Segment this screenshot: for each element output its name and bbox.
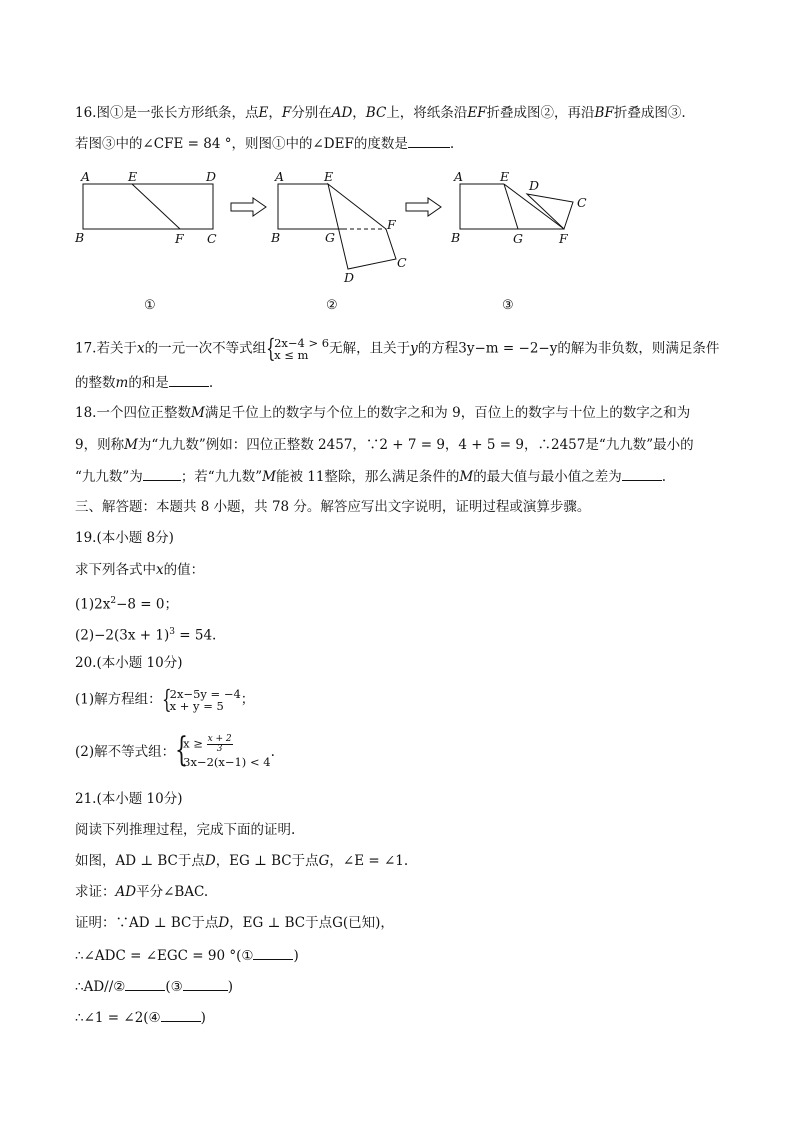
fig1-label-b: B <box>75 230 85 245</box>
q21-proof-start: 证明：∵AD ⊥ BC于点D，EG ⊥ BC于点G(已知)， <box>75 915 394 931</box>
q19-title: 19.(本小题 8分) <box>75 530 174 546</box>
q20-inequality-system: { x ≥ $\frac{x + 2}{3}$ 3x−2(x−1) < 4 <box>175 730 271 770</box>
q19-part1: $(1)2x^2-8 = 0$； <box>75 596 178 613</box>
fig1-number: ① <box>144 298 156 313</box>
brace-icon: { <box>266 334 276 363</box>
fig2-label-e: E <box>324 169 334 184</box>
fig3-label-c: C <box>577 195 587 210</box>
q21-prove: 求证：AD平分∠BAC. <box>75 884 209 900</box>
answer-blank[interactable] <box>408 134 450 148</box>
answer-blank[interactable] <box>253 946 293 960</box>
fig1-fold-line-ef <box>132 184 180 229</box>
q20-equation-system: { 2x−5y = −4 x + y = 5 <box>161 685 241 714</box>
q17-line1: 17.若关于x的一元一次不等式组 { 2x−4 > 6 x ≤ m 无解，且关于y的方程3y−m = −2−y的解为非负数，则满足条件 <box>75 334 720 363</box>
section-3-heading: 三、解答题：本题共 8 小题，共 78 分。解答应写出文字说明，证明过程或演算步骤。 <box>75 499 591 515</box>
fig3-label-f: F <box>559 231 568 246</box>
fig1-rectangle <box>83 184 213 229</box>
q17-inequality-system: { 2x−4 > 6 x ≤ m <box>266 334 330 363</box>
fig1-label-d: D <box>206 169 217 184</box>
fig3-line-eg <box>504 184 518 229</box>
fig1-label-c: C <box>207 231 217 246</box>
fig1-label-e: E <box>128 169 138 184</box>
answer-blank[interactable] <box>143 467 181 481</box>
arrow-1-icon <box>231 198 266 216</box>
fig2-folded-flap <box>328 184 396 269</box>
fig3-label-g: G <box>513 231 523 246</box>
q21-step2: ∴AD//② (③ ) <box>75 979 234 995</box>
fig2-label-b: B <box>271 230 281 245</box>
fig3-label-d: D <box>529 178 540 193</box>
q19-part2: $(2)-2(3x + 1)^3 = 54$. <box>75 627 217 644</box>
fig1-label-f: F <box>175 231 184 246</box>
q20-part2: (2)解不等式组： { x ≥ $\frac{x + 2}{3}$ 3x−2(x−1) < 4 . <box>75 730 275 770</box>
q18-line1: 18.一个四位正整数M满足千位上的数字与个位上的数字之和为 9，百位上的数字与十位上的数字之和为 <box>75 405 691 421</box>
q21-intro: 阅读下列推理过程，完成下面的证明. <box>75 822 296 838</box>
q16-line1: 16.图①是一张长方形纸条，点E，F分别在AD，BC上，将纸条沿EF折叠成图②，再沿BF折叠成图③. <box>75 105 686 121</box>
q20-title: 20.(本小题 10分) <box>75 655 183 671</box>
answer-blank[interactable] <box>169 373 209 387</box>
brace-icon: { <box>175 730 189 770</box>
fig1-label-a: A <box>81 169 91 184</box>
arrow-2-icon <box>406 198 441 216</box>
answer-blank[interactable] <box>125 977 165 991</box>
fig2-label-c: C <box>397 255 407 270</box>
answer-blank[interactable] <box>622 467 662 481</box>
fig3-flap <box>527 194 573 229</box>
q20-part1: (1)解方程组： { 2x−5y = −4 x + y = 5 ； <box>75 685 255 714</box>
answer-blank[interactable] <box>161 1008 201 1022</box>
fig2-label-f: F <box>387 217 396 232</box>
fig2-label-a: A <box>275 169 285 184</box>
q21-title: 21.(本小题 10分) <box>75 791 183 807</box>
fig2-label-d: D <box>344 270 355 285</box>
fig3-shape <box>460 184 564 229</box>
q18-line2: 9，则称M为“九九数”例如：四位正整数 2457，∵2 + 7 = 9，4 + 5 = 9，∴2457是“九九数”最小的 <box>75 437 694 453</box>
fraction: $\frac{x + 2}{3}$ <box>207 734 232 754</box>
q16-figures <box>68 165 608 320</box>
q17-line2: 的整数m的和是 . <box>75 375 214 391</box>
q21-step3: ∴∠1 = ∠2(④ ) <box>75 1010 206 1026</box>
q21-step1: ∴∠ADC = ∠EGC = 90 °(① ) <box>75 948 299 964</box>
fig2-label-g: G <box>325 230 335 245</box>
q19-prompt: 求下列各式中x的值： <box>75 562 205 578</box>
answer-blank[interactable] <box>183 977 228 991</box>
fig3-label-a: A <box>454 169 464 184</box>
brace-icon: { <box>161 685 172 714</box>
fig2-number: ② <box>326 298 338 313</box>
q16-line2: 若图③中的∠CFE = 84 °，则图①中的∠DEF的度数是 . <box>75 136 455 152</box>
fig3-label-b: B <box>451 230 461 245</box>
fig3-number: ③ <box>502 298 514 313</box>
q21-given: 如图，AD ⊥ BC于点D，EG ⊥ BC于点G，∠E = ∠1. <box>75 853 409 869</box>
q18-line3: “九九数”为 ；若“九九数”M能被 11整除，那么满足条件的M的最大值与最小值之差为 . <box>75 469 667 485</box>
fig3-label-e: E <box>500 169 510 184</box>
